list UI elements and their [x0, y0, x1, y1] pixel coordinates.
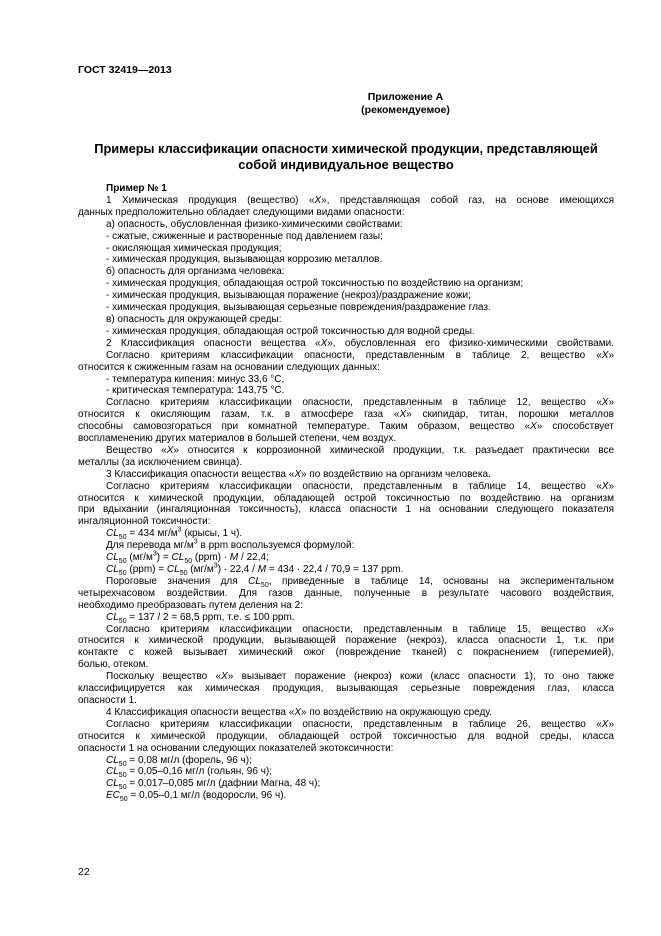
text-line: Согласно критериям классификации опасности, представленным в таблице 26, вещество «Х» [106, 718, 614, 730]
text-line: четырехчасовом воздействии. Для газов данные, полученные в результате часового воздействия, [78, 587, 614, 599]
formula-line: $CL_{50} = 137 / 2 = 68,5$ ppm, т.е. ≤ 100 ppm. [106, 611, 295, 625]
list-item: - химическая продукция, вызывающая поражение (некроз)/раздражение кожи; [106, 290, 471, 302]
text-line: классифицируется как химическая продукция, вызывающая серьезные повреждения глаз, класса [78, 683, 614, 695]
text-line: относится к сжиженным газам на основании следующих данных: [78, 361, 380, 373]
list-item: б) опасность для организма человека: [106, 266, 285, 278]
document-header: ГОСТ 32419—2013 [78, 64, 172, 76]
list-item: - температура кипения: минус 33,6 °С, [106, 373, 285, 385]
text-line: Пороговые значения для $CL_{50}$, приведенные в таблице 14, основаны на экспериментальном [106, 575, 614, 589]
formula-line: $CL_{50}$ $(ppm) = CL_{50}$ $(мг/м^3) \cdot 22,4 / M = 434 \cdot 22,4 / 70,9 = 137$ ppm. [106, 562, 404, 577]
text-line: относится к химической продукции, обладающей острой токсичностью для водной среды, класса [78, 730, 614, 742]
formula-line: Для перевода $мг/м^3$ в ppm воспользуемся формулой: [106, 538, 355, 552]
annex-title: Приложение А [367, 91, 444, 103]
list-item: - окисляющая химическая продукция; [106, 242, 282, 254]
text-line: болью, отеком. [78, 659, 149, 671]
text-line: воспламенению других материалов в большей степени, чем воздух. [78, 433, 397, 445]
list-item: а) опасность, обусловленная физико-химическими свойствами: [106, 218, 403, 230]
section-line: 4 Классификация опасности вещества «Х» по воздействию на окружающую среду. [106, 706, 493, 718]
text-line: контакте с кожей вызывает химический ожог (повреждение тканей) с покраснением (гиперемией), [78, 647, 614, 659]
formula-line: $CL_{50}$ $(мг/м^3) = CL_{50}$ (ppm) · M / 22,4; [106, 550, 269, 566]
formula-line: $EC_{50} = 0,05-0,1$ мг/л (водоросли, 96 ч). [106, 790, 287, 804]
list-item: - химическая продукция, обладающая острой токсичностью по воздействию на организм; [106, 278, 524, 290]
section-line: 2 Классификация опасности вещества «Х», обусловленная его физико-химическими свойствами. [106, 337, 614, 349]
formula-line: $CL_{50} = 434$ $мг/м^3$ (крысы, 1 ч). [106, 526, 243, 542]
formula-line: $CL_{50} = 0,08$ мг/л (форель, 96 ч); [106, 754, 252, 768]
list-item: в) опасность для окружающей среды: [106, 313, 282, 325]
text-line: данных предположительно обладает следующими видами опасности: [78, 206, 405, 218]
text-line: 1 Химическая продукция (вещество) «Х», представляющая собой газ, на основе имеющихся [106, 194, 614, 206]
list-item: - критическая температура: 143,75 °С. [106, 385, 285, 397]
text-line: Поскольку вещество «Х» вызывает поражение (некроз) кожи (класс опасности 1), то оно также [106, 671, 614, 683]
text-line: способны самовозгораться при комнатной температуре. Таким образом, вещество «Х» способствует [78, 421, 614, 433]
text-line: металлы (за исключением свинца). [78, 456, 243, 468]
text-line: Вещество «Х» относится к коррозионной химической продукции, т.к. разъедает практически все [106, 444, 615, 456]
text-line: Согласно критериям классификации опасности, представленным в таблице 12, вещество «Х» [106, 397, 614, 409]
page-title [78, 141, 614, 173]
annex-subtitle: (рекомендуемое) [361, 104, 450, 116]
page-number: 22 [78, 866, 90, 878]
title-line-2: собой индивидуальное вещество [238, 157, 454, 172]
text-line: Согласно критериям классификации опасности, представленным в таблице 15, вещество «Х» [106, 623, 614, 635]
text-line: Согласно критериям классификации опасности, представленным в таблице 2, вещество «Х» [106, 349, 614, 361]
text-line: при вдыхании (ингаляционная токсичность), класса опасности 1 на основании следующего показателя [78, 504, 614, 516]
text-line: относится к окисляющим газам, т.к. в атмосфере газа «Х» скипидар, титан, порошки металлов [78, 409, 614, 421]
text-line: Согласно критериям классификации опасности, представленным в таблице 14, вещество «Х» [106, 480, 614, 492]
document-body [78, 183, 614, 802]
example-heading: Пример № 1 [106, 183, 167, 194]
text-line: опасности 1. [78, 694, 137, 706]
list-item: - сжатые, сжиженные и растворенные под давлением газы; [106, 230, 383, 242]
list-item: - химическая продукция, вызывающая коррозию металлов. [106, 254, 383, 266]
formula-line: $CL_{50} = 0,05-0,16$ мг/л (гольян, 96 ч); [106, 766, 273, 780]
text-line: относится к химической продукции, вызывающей поражение (некроз), класса опасности 1, т.к. при [78, 635, 614, 647]
list-item: - химическая продукция, вызывающая серьезные повреждения/раздражение глаз. [106, 302, 491, 314]
text-line: необходимо преобразовать путем деления на 2: [78, 599, 303, 611]
text-line: относится к химической продукции, обладающей острой токсичностью по воздействию на организм [78, 492, 614, 504]
text-line: опасности 1 на основании следующих показателей экотоксичности: [78, 742, 394, 754]
annex-heading [0, 91, 661, 117]
formula-line: $CL_{50} = 0,017-0,085$ мг/л (дафнии Магна, 48 ч); [106, 778, 321, 792]
text-line: ингаляционной токсичности: [78, 516, 211, 528]
section-line: 3 Классификация опасности вещества «Х» по воздействию на организм человека. [106, 468, 491, 480]
title-line-1: Примеры классификации опасности химической продукции, представляющей [94, 141, 598, 156]
list-item: - химическая продукция, обладающая острой токсичностью для водной среды. [106, 325, 475, 337]
